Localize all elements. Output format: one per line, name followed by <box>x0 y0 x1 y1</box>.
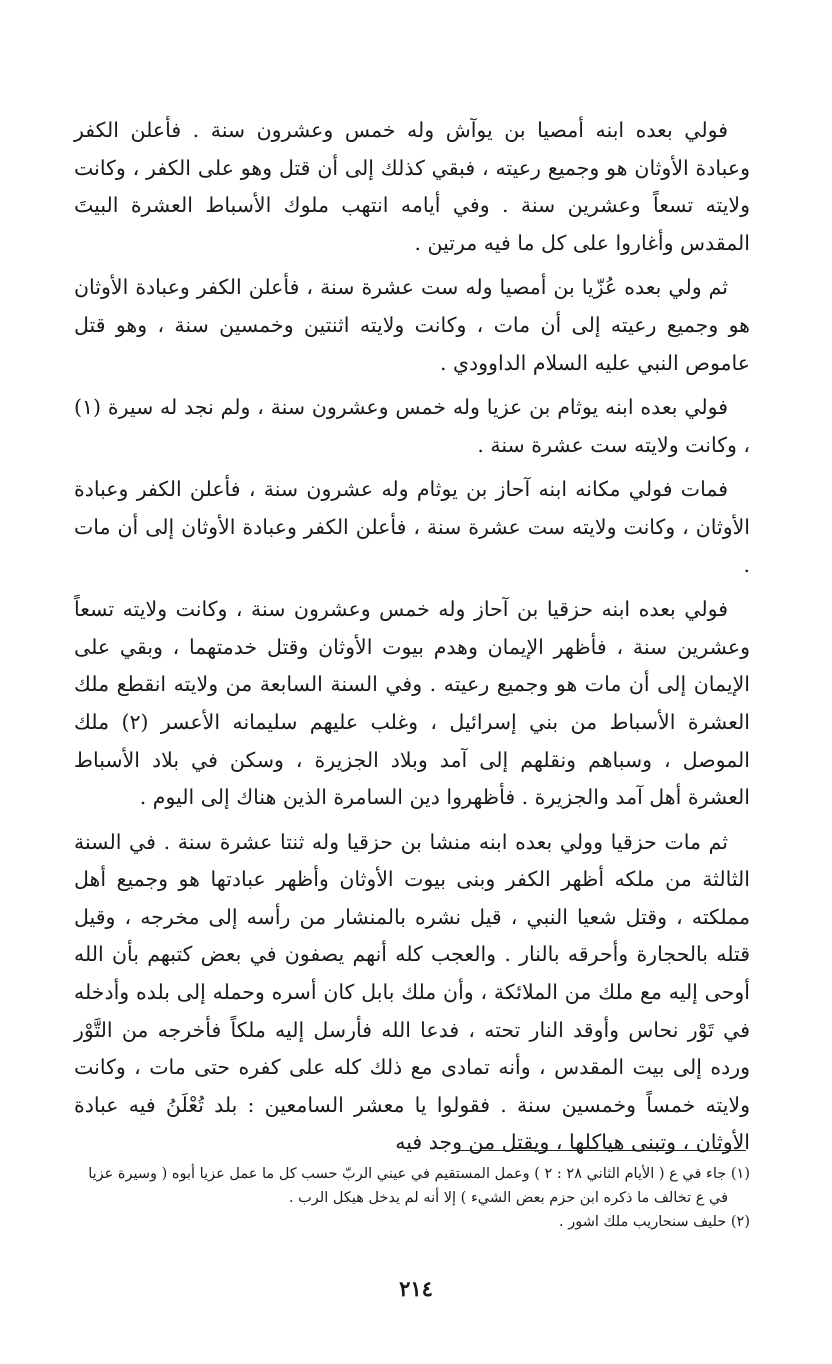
paragraph-6: ثم مات حزقيا وولي بعده ابنه منشا بن حزقيا وله ثنتا عشرة سنة . في السنة الثالثة من ملكه أظهر الكفر وبنى بيوت الأوثان وأظهر عبادتها هو وجميع أهل مملكته ، وقتل شعيا النبي ، قيل نشره بالمنشار من رأسه إلى مخرجه ، وقيل قتله بالحجارة وأحرقه بالنار . والعجب كله أنهم يصفون في بعض كتبهم بأن الله أوحى إليه مع ملك من الملائكة ، وأن ملك بابل كان أسره وحمله إلى بلده وأدخله في تَوْر نحاس وأوقد النار تحته ، فدعا الله فأرسل إليه ملكاً فأخرجه من التَّوْر ورده إلى بيت المقدس ، وأنه تمادى مع ذلك كله على كفره حتى مات ، وكانت ولايته خمساً وخمسين سنة . فقولوا يا معشر السامعين : بلد تُعْلَنُ فيه عبادة الأوثان ، وتبنى هياكلها ، ويقتل من وجد فيه <box>74 829 750 1155</box>
page-number: ٢١٤ <box>399 1276 433 1301</box>
paragraph-4: فمات فولي مكانه ابنه آحاز بن يوثام وله عشرون سنة ، فأعلن الكفر وعبادة الأوثان ، وكانت ولايته ست عشرة سنة ، فأعلن الكفر وعبادة الأوثان إلى أن مات . <box>74 477 750 577</box>
paragraph-3: فولي بعده ابنه يوثام بن عزيا وله خمس وعشرون سنة ، ولم نجد له سيرة (١) ، وكانت ولايته ست عشرة سنة . <box>74 395 750 457</box>
footnote-2: (٢) حليف سنحاريب ملك اشور . <box>559 1214 750 1230</box>
main-text <box>74 112 750 1169</box>
footnote-divider <box>456 1150 746 1151</box>
paragraph-5: فولي بعده ابنه حزقيا بن آحاز وله خمس وعشرون سنة ، وكانت ولايته تسعاً وعشرين سنة ، فأظهر الإيمان وهدم بيوت الأوثان وقتل خدمتهما ، وبقي على الإيمان إلى أن مات هو وجميع رعيته . وفي السنة السابعة من ولايته انقطع ملك العشرة الأسباط من بني إسرائيل ، وغلب عليهم سليمانه الأعسر (٢) ملك الموصل ، وسباهم ونقلهم إلى آمد وبلاد الجزيرة ، وسكن في بلاد الأسباط العشرة أهل آمد والجزيرة . فأظهروا دين السامرة الذين هناك إلى اليوم . <box>74 597 750 810</box>
paragraph-1: فولي بعده ابنه أمصيا بن يوآش وله خمس وعشرون سنة . فأعلن الكفر وعبادة الأوثان هو وجميع رعيته ، فبقي كذلك إلى أن قتل وهو على الكفر ، وكانت ولايته تسعاً وعشرين سنة . وفي أيامه انتهب ملوك الأسباط العشرة البيتَ المقدس وأغاروا على كل ما فيه مرتين . <box>74 118 750 255</box>
footnotes <box>74 1162 750 1234</box>
footnote-1: (١) جاء في ع ( الأيام الثاني ٢٨ : ٢ ) وعمل المستقيم في عيني الربّ حسب كل ما عمل عزيا أبوه ( وسيرة عزيا <box>88 1166 750 1182</box>
paragraph-2: ثم ولي بعده عُزّيا بن أمصيا وله ست عشرة سنة ، فأعلن الكفر وعبادة الأوثان هو وجميع رعيته إلى أن مات ، وكانت ولايته اثنتين وخمسين سنة ، وهو قتل عاموص النبي عليه السلام الداوودي . <box>74 275 750 375</box>
footnote-1-continued: في ع تخالف ما ذكره ابن حزم بعض الشيء ) إلا أنه لم يدخل هيكل الرب . <box>288 1190 728 1206</box>
